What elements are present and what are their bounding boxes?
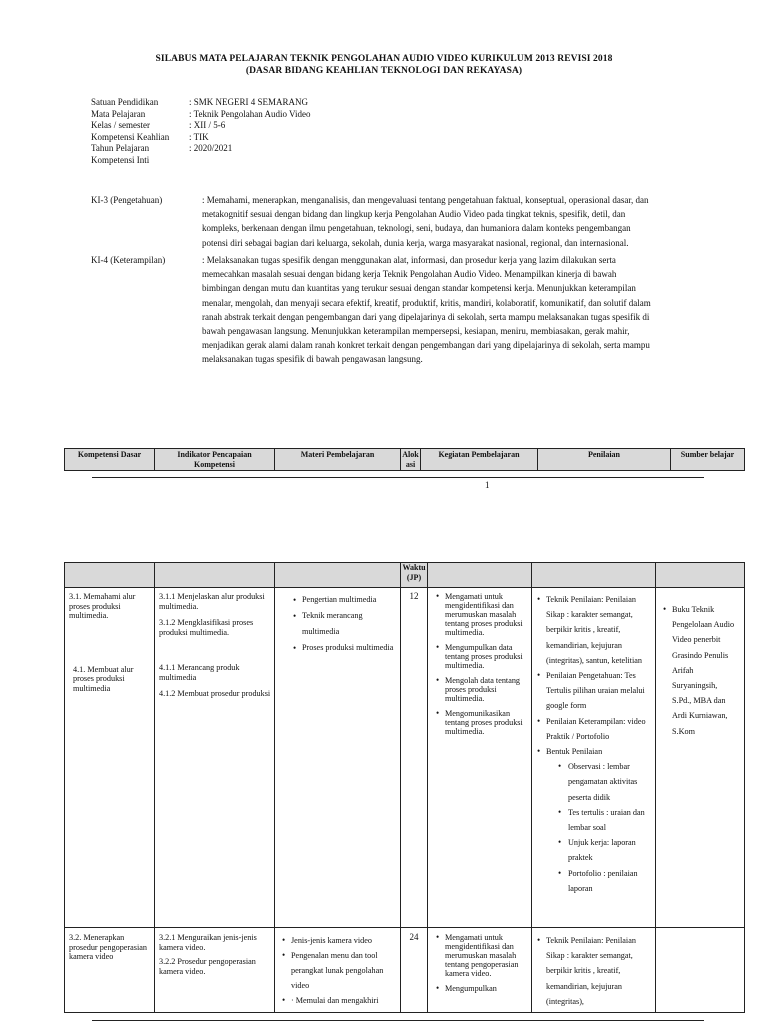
ki4-line: : Melaksanakan tugas spesifik dengan menggunakan alat, informasi, dan prosedur kerja yang lazim dilakukan serta [202,255,616,265]
sumber-list [672,602,738,739]
ki4-line: bimbingan dengan mutu dan kuantitas yang terukur sesuai dengan standar kompetensi kerja. Menunjukkan keterampilan [202,283,636,294]
materi-item: • Teknik merancang multimedia [302,608,394,640]
header-materi: Materi Pembelajaran [275,449,401,471]
header-alokasi: Alokasi [402,450,419,469]
header-kd: Kompetensi Dasar [65,449,155,471]
materi-item: • Jenis-jenis kamera video [291,933,396,948]
table-header-cell [275,563,401,588]
sumber-cell [656,928,745,1013]
info-label: Kompetensi Inti [91,154,150,165]
penilaian-subitem: • Unjuk kerja: laporan praktek [568,835,652,865]
ipk-item: 4.1.1 Merancang produk multimedia [159,663,240,682]
page-number: 1 [485,480,490,490]
header-penilaian: Penilaian [538,449,671,471]
ki4-line: menjadikan gerak alami dalam ranah konkret terkait dengan pengembangan dari yang dipelajarinya di sekolah, serta mampu [202,340,650,351]
penilaian-item: • Teknik Penilaian: Penilaian Sikap : karakter semangat, berpikir kritis , kreatif, kemandirian, kejujuran (integritas), santun, ketelitian [546,592,652,668]
jp-cell: 12 [401,588,428,928]
ki4-line: ranah abstrak terkait dengan pengembangan dari yang dipelajarinya di sekolah, serta mampu melaksanakan tugas spesifik di [202,311,650,322]
ki4-label: KI-4 (Keterampilan) [91,255,166,265]
penilaian-subitem: • Observasi : lembar pengamatan aktivitas peserta didik [568,759,652,805]
materi-item: • Pengertian multimedia [302,592,394,608]
syllabus-header-table [64,448,745,471]
penilaian-item: • Penilaian Keterampilan: video Praktik / Portofolio [546,714,652,744]
penilaian-item: • Bentuk Penilaian [546,744,652,759]
waktu-header: Waktu (JP) [401,563,428,588]
jp-cell: 24 [401,928,428,1013]
header-kegiatan: Kegiatan Pembelajaran [421,449,538,471]
identity-block [91,97,311,167]
sumber-cell [656,588,745,928]
kegiatan-cell [428,588,532,928]
penilaian-subitem: • Portofolio : penilaian laporan [568,866,652,896]
kegiatan-item: • Mengamati untuk mengidentifikasi dan merumuskan masalah tentang pengoperasian kamera video. [445,933,528,978]
materi-item: • Pengenalan menu dan tool perangkat lunak pengolahan video [291,948,396,993]
penilaian-cell [532,928,656,1013]
table-row [65,928,745,1013]
ki4-line: bawah pengawasan langsung. Menunjukkan keterampilan mempersepsi, kesiapan, meniru, membiasakan, gerak mahir, [202,326,630,337]
footer-divider [92,1020,704,1021]
ki3-line: potensi diri sebagai bagian dari keluarga, sekolah, dunia kerja, warga masyarakat nasional, regional, dan internasional. [202,237,629,248]
kegiatan-item: • Mengumpulkan data tentang proses produksi multimedia. [445,643,528,670]
ipk-item: 4.1.2 Membuat prosedur produksi [159,688,271,698]
document-title: SILABUS MATA PELAJARAN TEKNIK PENGOLAHAN AUDIO VIDEO KURIKULUM 2013 REVISI 2018 [155,54,613,64]
kd-item: 3.1. Memahami alur proses produksi multimedia. [69,592,136,621]
materi-cell [275,588,401,928]
table-header-cell [428,563,532,588]
header-ipk: Indikator Pencapaian Kompetensi [155,449,275,471]
kegiatan-list [445,933,528,993]
materi-item: • · Memulai dan mengakhiri [291,993,396,1008]
ki4-line: melaksanakan tugas spesifik di bawah pengawasan langsung. [202,354,423,365]
ki3-line: : Memahami, menerapkan, menganalisis, dan mengevaluasi tentang pengetahuan faktual, konseptual, operasional dasar, dan [202,195,649,205]
header-sumber: Sumber belajar [671,449,745,471]
ki4-text [202,253,702,367]
penilaian-cell [532,588,656,928]
sumber-item: • Buku Teknik Pengelolaan Audio Video penerbit Grasindo Penulis Arifah Suryaningsih, S.Pd., MBA dan Ardi Kurniawan, S.Kom [672,602,738,739]
kd-item: 4.1. Membuat alur proses produksi multimedia [73,664,134,693]
materi-list [302,592,394,656]
ki4-line: menalar, mengolah, dan menyaji secara efektif, kreatif, produktif, kritis, mandiri, kolaboratif, komunikatif, dan solutif dalam [202,297,651,308]
ipk-item: 3.2.2 Prosedur pengoperasian kamera video. [159,957,256,976]
table-header-cell [155,563,275,588]
penilaian-subitem: • Tes tertulis : uraian dan lembar soal [568,805,652,835]
info-value: : TIK [189,131,209,142]
ki3-line: metakognitif sesuai dengan bidang dan lingkup kerja Pengolahan Audio Video pada tingkat teknis, spesifik, detil, dan [202,209,626,220]
info-row [91,97,311,109]
ipk-cell [155,588,275,928]
table-header-cell [65,563,155,588]
footer-divider [92,477,704,478]
table-row [65,588,745,928]
info-value: : Teknik Pengolahan Audio Video [189,108,311,119]
info-value: : SMK NEGERI 4 SEMARANG [189,97,309,107]
info-label: Kelas / semester [91,120,150,131]
info-label: Satuan Pendidikan [91,97,159,107]
info-value: : XII / 5-6 [189,120,226,131]
ipk-cell [155,928,275,1013]
penilaian-list [546,592,652,759]
ki3-line: kompleks, berkenaan dengan ilmu pengetahuan, teknologi, seni, budaya, dan humaniora dalam konteks pengembangan [202,223,631,234]
table-header-cell [656,563,745,588]
penilaian-item: • Teknik Penilaian: Penilaian Sikap : karakter semangat, berpikir kritis , kreatif, kemandirian, kejujuran (integritas), [546,933,652,1009]
materi-item: • Proses produksi multimedia [302,640,394,656]
info-label: Mata Pelajaran [91,108,146,119]
ki3-text [202,193,702,250]
kegiatan-item: • Mengumpulkan [445,984,528,993]
ipk-item: 3.1.2 Mengklasifikasi proses produksi multimedia. [159,618,254,637]
materi-cell [275,928,401,1013]
syllabus-table [64,562,745,1013]
kegiatan-list [445,592,528,736]
table-header-cell [532,563,656,588]
info-row [91,109,311,121]
info-row [91,132,311,144]
ki3-label: KI-3 (Pengetahuan) [91,195,163,205]
info-row [91,155,311,167]
kegiatan-item: • Mengolah data tentang proses produksi multimedia. [445,676,528,703]
info-row [91,143,311,155]
penilaian-item: • Penilaian Pengetahuan: Tes Tertulis pilihan uraian melalui google form [546,668,652,714]
document-subtitle: (DASAR BIDANG KEAHLIAN TEKNOLOGI DAN REKAYASA) [245,66,523,76]
table-header-row [65,563,745,588]
kegiatan-item: • Mengamati untuk mengidentifikasi dan merumuskan masalah tentang proses produksi multimedia. [445,592,528,637]
penilaian-list [546,933,652,1009]
kegiatan-cell [428,928,532,1013]
ki4-line: memecahkan masalah sesuai dengan bidang kerja Teknik Pengolahan Audio Video. Menampilkan kinerja di bawah [202,269,617,280]
info-value: : 2020/2021 [189,143,233,154]
kd-item: 3.2. Menerapkan prosedur pengoperasian kamera video [69,933,147,962]
kd-cell [65,588,155,928]
kd-cell [65,928,155,1013]
info-label: Tahun Pelajaran [91,143,150,154]
ipk-item: 3.1.1 Menjelaskan alur produksi multimedia. [159,592,265,611]
info-label: Kompetensi Keahlian [91,131,170,142]
kegiatan-item: • Mengomunikasikan tentang proses produksi multimedia. [445,709,528,736]
materi-list [291,933,396,1008]
penilaian-sublist [546,759,652,896]
ipk-item: 3.2.1 Menguraikan jenis-jenis kamera video. [159,933,257,952]
info-row [91,120,311,132]
